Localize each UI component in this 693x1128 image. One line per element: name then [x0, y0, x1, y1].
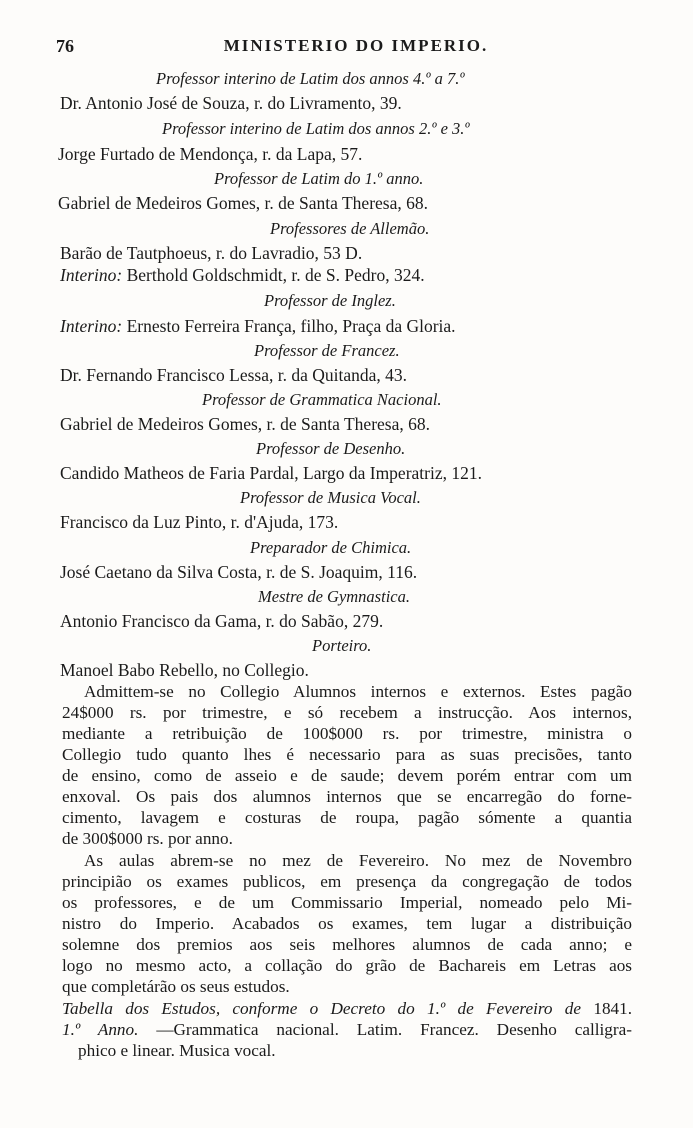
first-year-label: 1.º Anno. [62, 1020, 139, 1039]
paragraph-line: mediante a retribuição de 100$000 rs. por trimestre, ministra o [62, 724, 632, 743]
page-header [56, 36, 656, 64]
first-year-line-cont: phico e linear. Musica vocal. [78, 1041, 276, 1060]
staff-entry: Gabriel de Medeiros Gomes, r. de Santa Theresa, 68. [58, 193, 428, 213]
staff-entry [60, 315, 456, 337]
study-table-year: 1841. [593, 999, 633, 1018]
study-table-title [62, 998, 632, 1019]
entry-prefix: Interino: [60, 316, 123, 336]
section-heading: Professor de Musica Vocal. [240, 488, 421, 507]
section-heading: Mestre de Gymnastica. [258, 587, 410, 606]
staff-entry: Francisco da Luz Pinto, r. d'Ajuda, 173. [60, 512, 339, 532]
paragraph-line: os professores, e de um Commissario Imperial, nomeado pelo Mi- [62, 893, 632, 912]
section-heading: Professor de Desenho. [256, 439, 406, 458]
staff-entry: Antonio Francisco da Gama, r. do Sabão, 279. [60, 611, 384, 631]
paragraph-line: 24$000 rs. por trimestre, e só recebem a instrucção. Aos internos, [62, 703, 632, 722]
paragraph-line: As aulas abrem-se no mez de Fevereiro. No mez de Novembro [84, 851, 632, 870]
section-heading: Professores de Allemão. [270, 219, 430, 238]
section-heading: Professor interino de Latim dos annos 2.º e 3.º [162, 119, 470, 138]
staff-entry: Manoel Babo Rebello, no Collegio. [60, 660, 309, 680]
paragraph-line: de 300$000 rs. por anno. [62, 829, 233, 848]
entry-text: Ernesto Ferreira França, filho, Praça da Gloria. [126, 316, 456, 336]
staff-entry: José Caetano da Silva Costa, r. de S. Joaquim, 116. [60, 562, 418, 582]
section-heading: Professor de Francez. [254, 341, 400, 360]
first-year-subjects: —Grammatica nacional. Latim. Francez. Desenho calligra- [156, 1020, 632, 1039]
staff-entry: Gabriel de Medeiros Gomes, r. de Santa Theresa, 68. [60, 414, 430, 434]
staff-entry: Jorge Furtado de Mendonça, r. da Lapa, 57. [58, 144, 363, 164]
staff-entry: Dr. Fernando Francisco Lessa, r. da Quitanda, 43. [60, 365, 408, 385]
paragraph-line: solemne dos premios aos seis melhores alumnos de cada anno; e [62, 935, 632, 954]
section-heading: Preparador de Chimica. [250, 538, 412, 557]
section-heading: Porteiro. [312, 636, 372, 655]
staff-entry: Barão de Tautphoeus, r. do Lavradio, 53 D. [60, 243, 363, 263]
paragraph-line: principião os exames publicos, em presença da congregação de todos [62, 872, 632, 891]
paragraph-line: nistro do Imperio. Acabados os exames, tem lugar a distribuição [62, 914, 632, 933]
paragraph-line: de ensino, como de asseio e de saude; devem porém entrar com um [62, 766, 632, 785]
first-year-line [62, 1019, 632, 1040]
section-heading: Professor de Latim do 1.º anno. [214, 169, 424, 188]
staff-entry: Candido Matheos de Faria Pardal, Largo da Imperatriz, 121. [60, 463, 482, 483]
section-heading: Professor interino de Latim dos annos 4.º a 7.º [156, 69, 465, 88]
paragraph-line: enxoval. Os pais dos alumnos internos que se encarregão do forne- [62, 787, 632, 806]
staff-entry: Dr. Antonio José de Souza, r. do Livramento, 39. [60, 93, 402, 113]
paragraph-line: logo no mesmo acto, a collação do grão de Bachareis em Letras aos [62, 956, 632, 975]
running-title: MINISTERIO DO IMPERIO. [223, 36, 489, 55]
paragraph-line: Collegio tudo quanto lhes é necessario para as suas precisões, tanto [62, 745, 632, 764]
page-number: 76 [56, 36, 74, 56]
section-heading: Professor de Grammatica Nacional. [202, 390, 442, 409]
study-table-title-text: Tabella dos Estudos, conforme o Decreto do 1.º de Fevereiro de [62, 999, 582, 1018]
paragraph-line: Admittem-se no Collegio Alumnos internos e externos. Estes pagão [84, 682, 632, 701]
staff-entry [60, 264, 425, 286]
paragraph-line: cimento, lavagem e costuras de roupa, pagão sómente a quantia [62, 808, 632, 827]
paragraph-line: que completárão os seus estudos. [62, 977, 290, 996]
entry-prefix: Interino: [60, 265, 123, 285]
section-heading: Professor de Inglez. [264, 291, 396, 310]
entry-text: Berthold Goldschmidt, r. de S. Pedro, 324. [126, 265, 425, 285]
